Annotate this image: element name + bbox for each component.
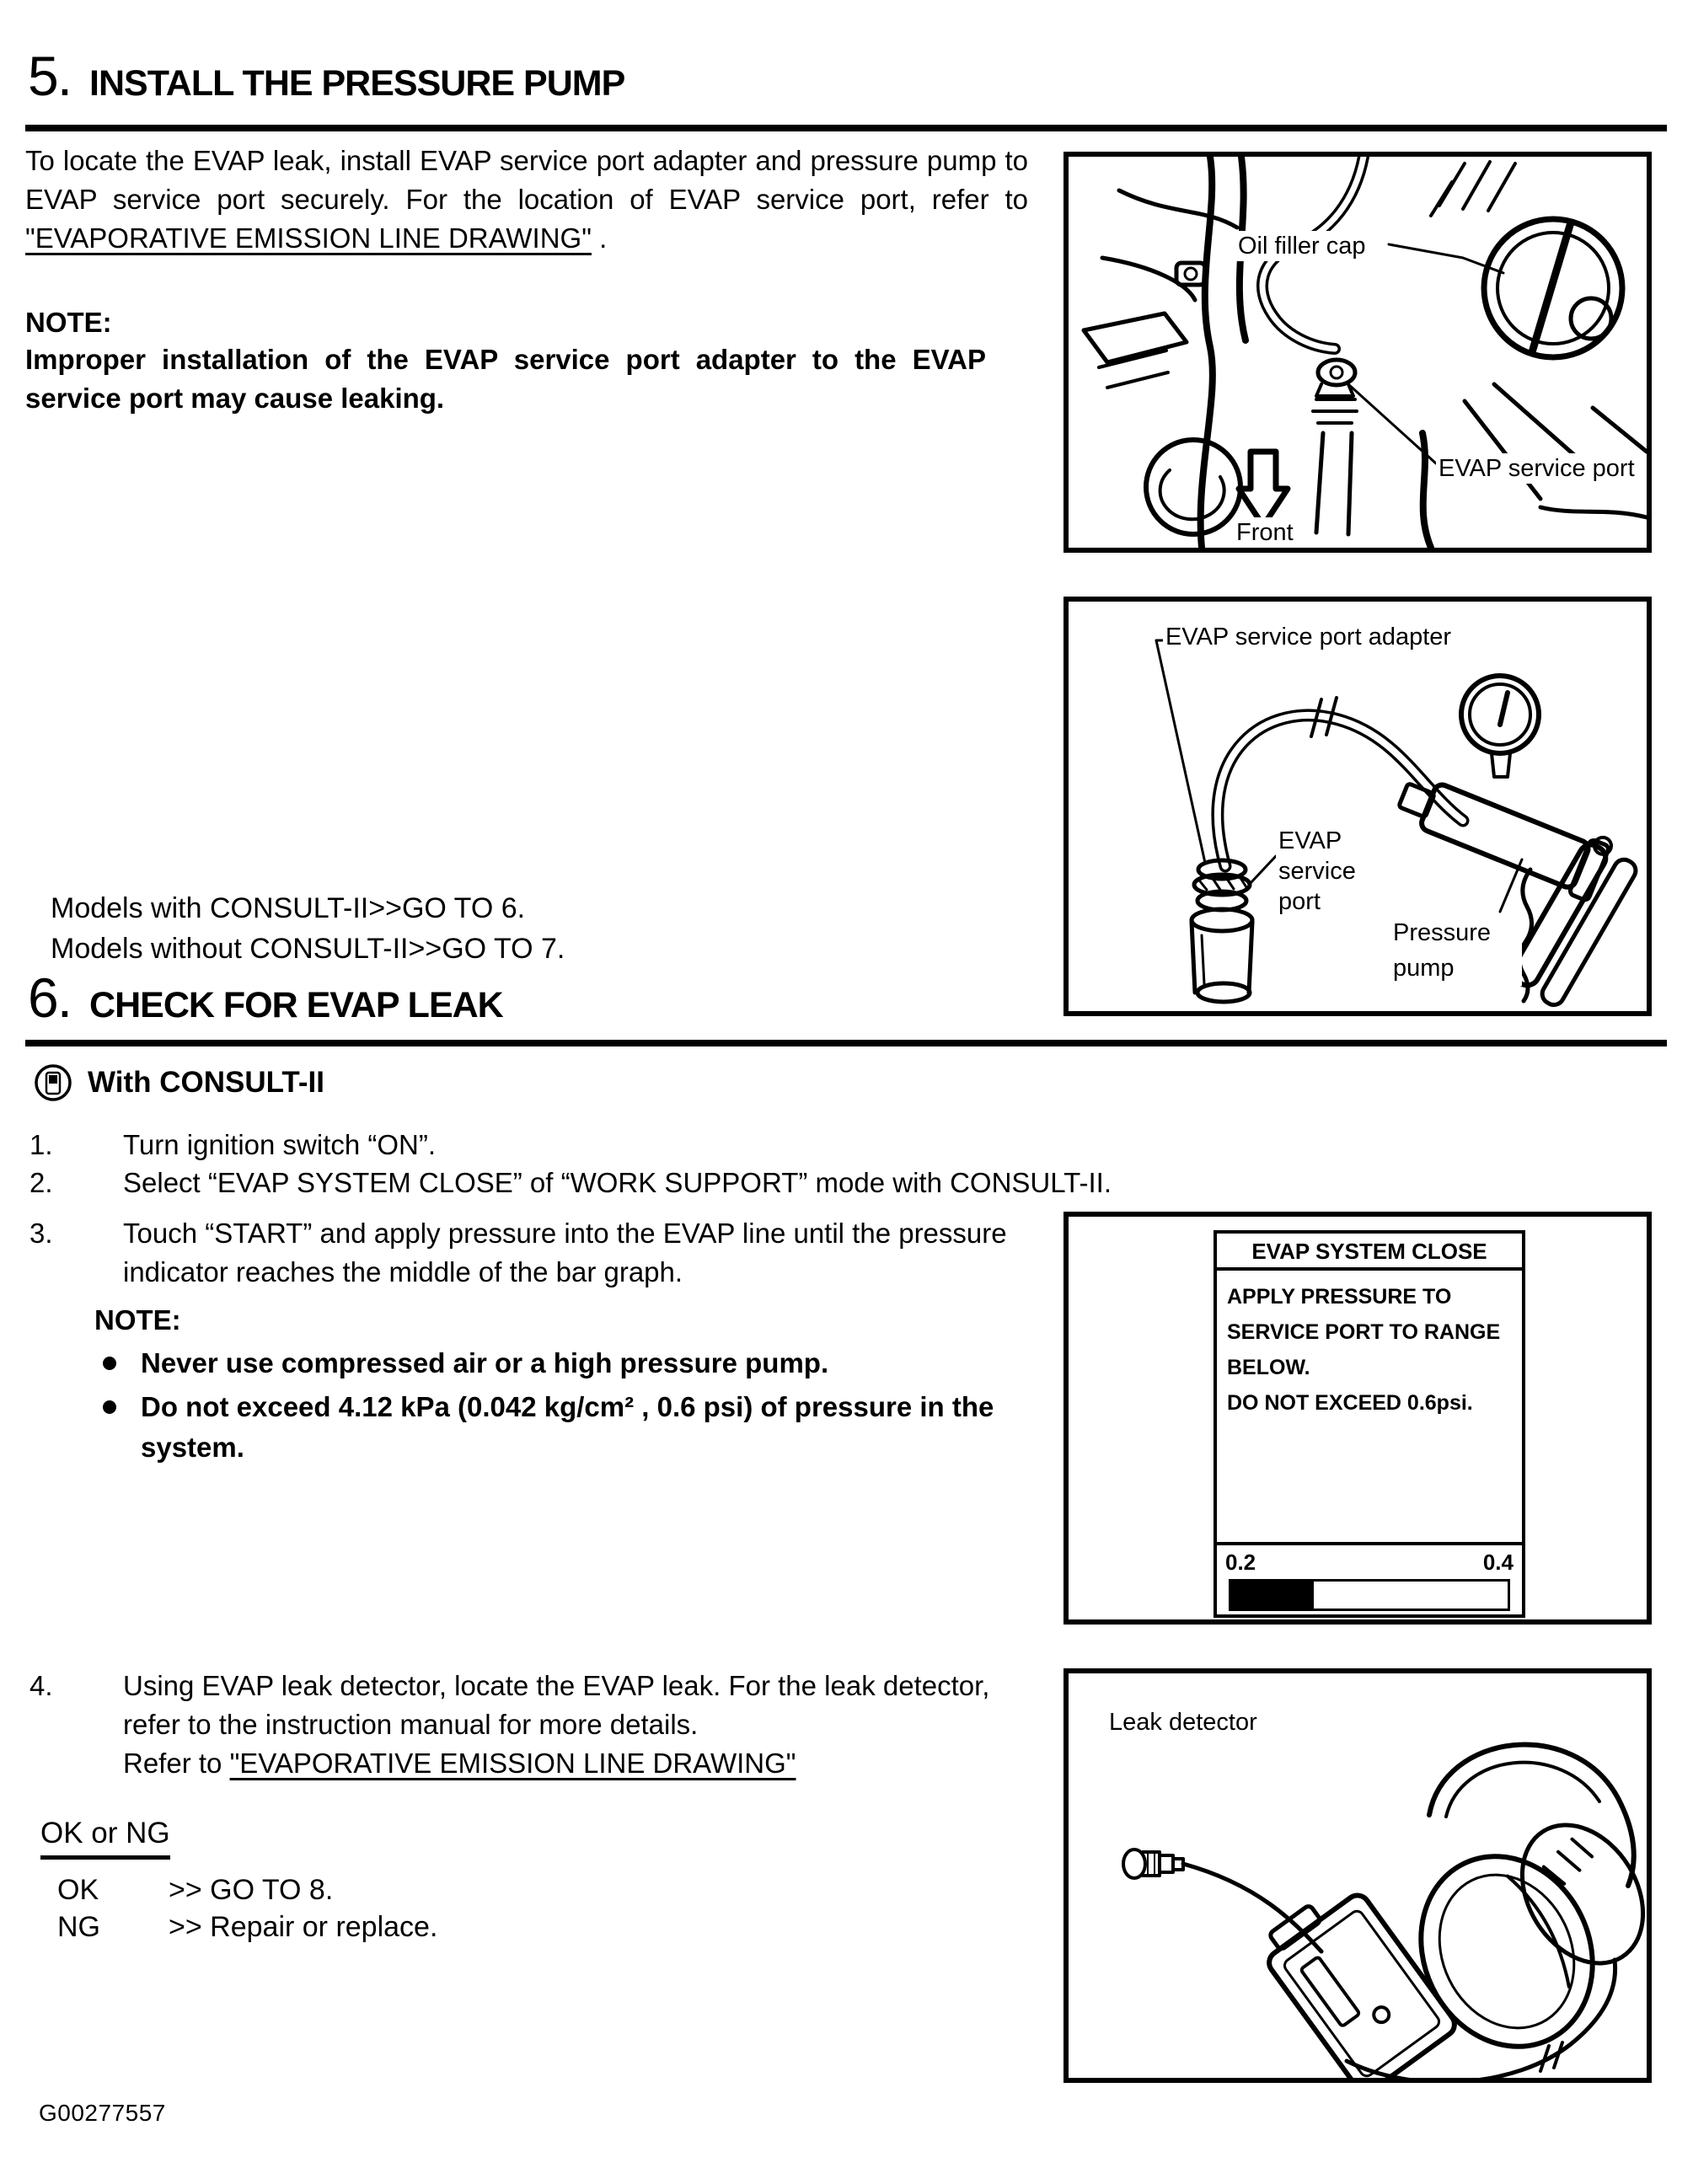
step4-text <box>123 1667 1050 1783</box>
section5-heading <box>28 44 624 108</box>
bullet-icon <box>103 1400 116 1414</box>
figure-leak-detector <box>1063 1668 1652 2083</box>
step4-body: Using EVAP leak detector, locate the EVAP leak. For the leak detector, refer to the instruction manual for more details. <box>123 1670 990 1740</box>
consult-ii-icon <box>34 1063 72 1102</box>
intro-text-post: . <box>591 222 608 254</box>
oil-filler-cap-label: Oil filler cap <box>1235 231 1369 261</box>
front-label: Front <box>1234 517 1296 548</box>
result-ok-action: >> GO TO 8. <box>169 1874 334 1906</box>
routing-without-consult: Models without CONSULT-II>>GO TO 7. <box>51 933 565 965</box>
pressure-pump-drawing <box>1069 602 1647 1011</box>
step1-text: Turn ignition switch “ON”. <box>123 1129 437 1160</box>
intro-paragraph <box>25 142 1028 258</box>
section5-number: 5. <box>28 45 72 107</box>
screen-body <box>1217 1271 1522 1542</box>
step3-number: 3. <box>29 1218 53 1249</box>
screen-body-line: DO NOT EXCEED 0.6psi. <box>1227 1391 1473 1415</box>
front-arrow-icon <box>1239 452 1288 526</box>
evap-line-drawing-link-2[interactable]: "EVAPORATIVE EMISSION LINE DRAWING" <box>229 1748 796 1779</box>
note-bullet-2: Do not exceed 4.12 kPa (0.042 kg/cm² , 0.6 psi) of pressure in the system. <box>141 1391 994 1463</box>
section6-heading <box>28 966 503 1030</box>
step2-number: 2. <box>29 1167 53 1198</box>
okng-heading: OK or NG <box>40 1817 170 1860</box>
section6-title: CHECK FOR EVAP LEAK <box>89 985 503 1025</box>
step2-text: Select “EVAP SYSTEM CLOSE” of “WORK SUPPORT” mode with CONSULT-II. <box>123 1167 1112 1198</box>
note5-label: NOTE: <box>25 307 112 338</box>
figure-engine-bay <box>1063 152 1652 553</box>
screen-body-line: APPLY PRESSURE TO <box>1227 1285 1452 1309</box>
adapter-label: EVAP service port adapter <box>1163 622 1454 652</box>
pump-service-port-label: EVAP service port <box>1276 826 1375 917</box>
section5-rule <box>25 125 1667 131</box>
engine-bay-drawing <box>1069 157 1647 548</box>
figure-consult-screen <box>1063 1212 1652 1625</box>
okng-heading-wrap <box>40 1817 170 1860</box>
pressure-pump-label: Pressure pump <box>1390 915 1522 986</box>
section6-rule <box>25 1040 1667 1046</box>
note6-label: NOTE: <box>94 1304 181 1336</box>
result-ng-action: >> Repair or replace. <box>169 1911 438 1943</box>
leak-detector-label: Leak detector <box>1106 1707 1260 1737</box>
scale-min-label: 0.2 <box>1225 1550 1256 1575</box>
with-consult-heading: With CONSULT-II <box>88 1066 324 1099</box>
evap-line-drawing-link[interactable]: "EVAPORATIVE EMISSION LINE DRAWING" <box>25 222 592 254</box>
scale-max-label: 0.4 <box>1482 1550 1514 1575</box>
pressure-bar-fill <box>1231 1582 1314 1609</box>
with-consult-row <box>34 1063 324 1102</box>
doc-id: G00277557 <box>39 2100 166 2126</box>
step4-number: 4. <box>29 1670 53 1701</box>
figure-pressure-pump <box>1063 597 1652 1016</box>
screen-body-line: BELOW. <box>1227 1356 1310 1379</box>
step3-text: Touch “START” and apply pressure into the EVAP line until the pressure indicator reaches the middle of the bar graph. <box>123 1218 1007 1287</box>
intro-text-pre: To locate the EVAP leak, install EVAP service port adapter and pressure pump to EVAP service port securely. For the location of EVAP service port, refer to <box>25 145 1028 215</box>
section6-number: 6. <box>28 966 72 1029</box>
step1-number: 1. <box>29 1129 53 1160</box>
result-ng-label: NG <box>57 1911 100 1943</box>
bullet-icon <box>103 1357 116 1370</box>
result-ok-label: OK <box>57 1874 99 1906</box>
pressure-bar <box>1229 1579 1510 1611</box>
note5-text: Improper installation of the EVAP service port adapter to the EVAP service port may cause leaking. <box>25 344 986 414</box>
screen-body-line: SERVICE PORT TO RANGE <box>1227 1320 1501 1344</box>
step4-refer-pre: Refer to <box>123 1748 230 1779</box>
note-bullet-1: Never use compressed air or a high pressure pump. <box>141 1347 829 1378</box>
screen-title: EVAP SYSTEM CLOSE <box>1217 1234 1522 1271</box>
evap-service-port-label: EVAP service port <box>1436 453 1637 484</box>
consult-screen <box>1213 1230 1525 1618</box>
screen-bottom <box>1217 1542 1522 1614</box>
step4-refer-line <box>123 1744 1050 1783</box>
routing-with-consult: Models with CONSULT-II>>GO TO 6. <box>51 892 526 924</box>
section5-title: INSTALL THE PRESSURE PUMP <box>89 63 625 104</box>
